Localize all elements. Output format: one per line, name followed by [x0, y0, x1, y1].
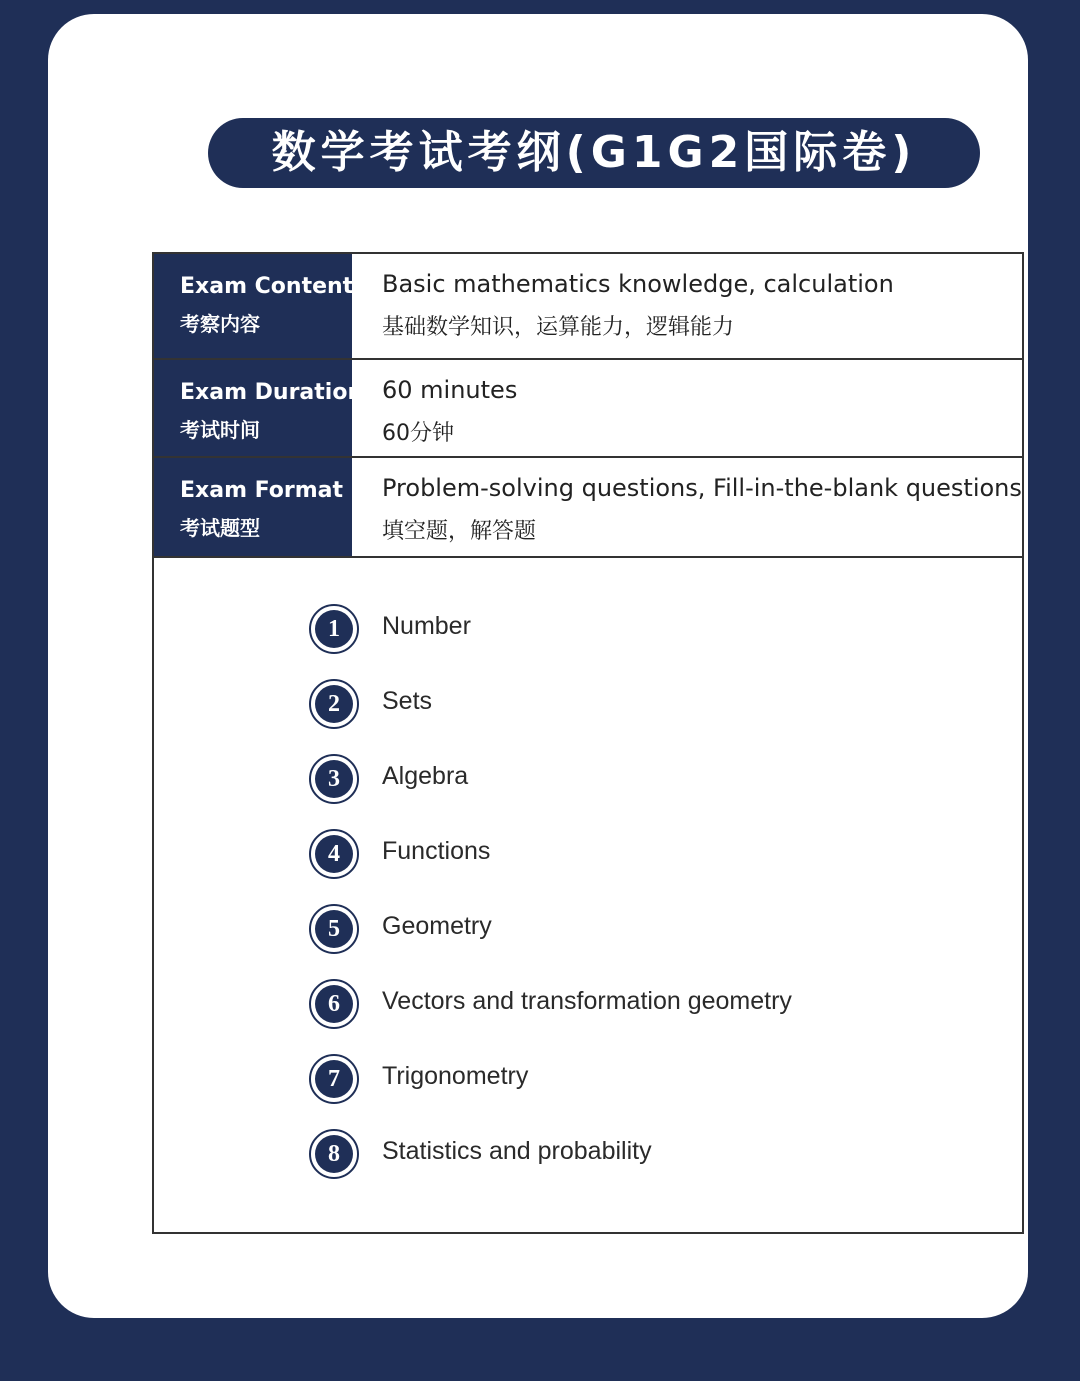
value-en: Basic mathematics knowledge, calculation [382, 270, 894, 298]
number-badge [309, 754, 359, 804]
number-badge [309, 604, 359, 654]
info-row-content [154, 254, 1024, 360]
label-cn: 考试时间 [180, 418, 260, 442]
number-badge [309, 979, 359, 1029]
exam-info-table [152, 252, 1024, 1234]
label-cn: 考察内容 [180, 312, 260, 336]
badge-number: 3 [315, 760, 353, 798]
badge-number: 8 [315, 1135, 353, 1173]
badge-number: 5 [315, 910, 353, 948]
topic-label: Sets [382, 687, 433, 715]
topic-label: Number [382, 612, 471, 640]
label-en: Exam Format [180, 478, 344, 503]
content-card [48, 14, 1028, 1318]
topic-label: Vectors and transformation geometry [382, 987, 792, 1015]
list-item [309, 604, 909, 658]
number-badge [309, 829, 359, 879]
row-label-content [154, 254, 352, 358]
label-cn: 考试题型 [180, 516, 260, 540]
row-label-format [154, 458, 352, 556]
list-item [309, 679, 909, 733]
badge-number: 7 [315, 1060, 353, 1098]
number-badge [309, 904, 359, 954]
info-row-format [154, 458, 1024, 558]
list-item [309, 1054, 909, 1108]
value-cn: 60分钟 [382, 421, 454, 446]
list-item [309, 829, 909, 883]
list-item [309, 1129, 909, 1183]
number-badge [309, 1054, 359, 1104]
topic-label: Trigonometry [382, 1062, 529, 1090]
badge-number: 4 [315, 835, 353, 873]
list-item [309, 979, 909, 1033]
topic-label: Algebra [382, 762, 469, 790]
topic-label: Geometry [382, 912, 492, 940]
value-cn: 填空题，解答题 [382, 519, 537, 544]
badge-number: 2 [315, 685, 353, 723]
page-title: 数学考试考纲(G1G2国际卷) [208, 118, 980, 188]
label-en: Exam Duration [180, 380, 364, 405]
row-label-duration [154, 360, 364, 456]
number-badge [309, 1129, 359, 1179]
info-row-duration [154, 360, 1024, 458]
topic-label: Functions [382, 837, 491, 865]
value-en: Problem-solving questions, Fill-in-the-blank questions [382, 474, 1022, 502]
list-item [309, 904, 909, 958]
number-badge [309, 679, 359, 729]
topic-label: Statistics and probability [382, 1137, 652, 1165]
value-en: 60 minutes [382, 376, 518, 404]
badge-number: 6 [315, 985, 353, 1023]
badge-number: 1 [315, 610, 353, 648]
list-item [309, 754, 909, 808]
label-en: Exam Content [180, 274, 354, 299]
value-cn: 基础数学知识，运算能力，逻辑能力 [382, 315, 735, 340]
